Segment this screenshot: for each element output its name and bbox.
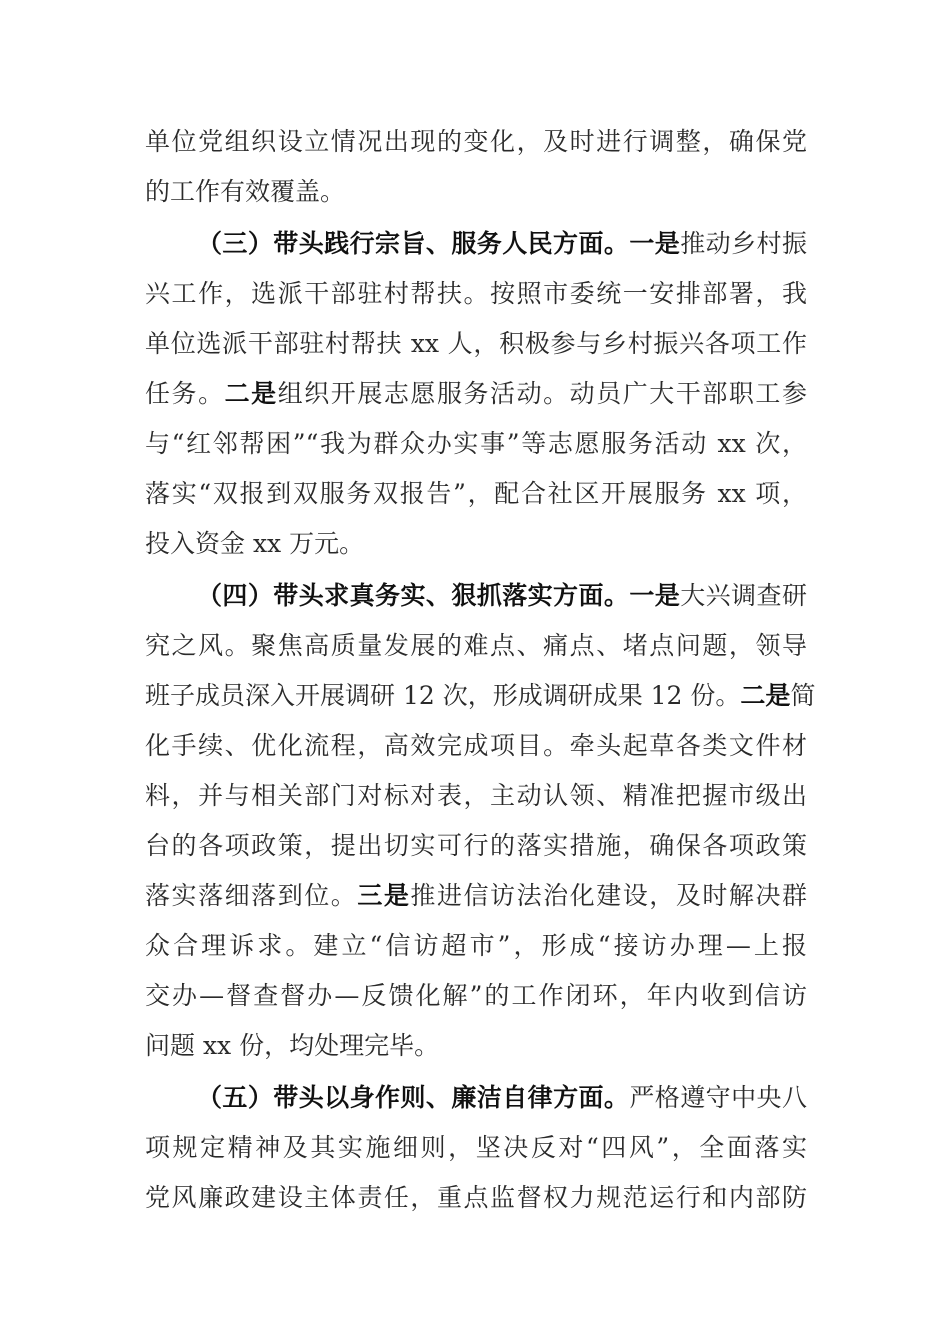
body-text: 项规定精神及其实施细则，坚决反对“四风”，全面落实 [145,1133,807,1162]
body-text: 台的各项政策，提出切实可行的落实措施，确保各项政策 [145,831,807,860]
body-text: 交办—督查督办—反馈化解”的工作闭环，年内收到信访 [145,981,807,1010]
body-text: 落实“双报到双服务双报告”，配合社区开展服务 xx 项， [145,479,807,508]
body-text: 众合理诉求。建立“信访超市”，形成“接访办理—上报 [145,931,807,960]
body-text: 的工作有效覆盖。 [145,177,346,206]
bold-text: （五）带头以身作则、廉洁自律方面。 [197,1083,630,1112]
text-line [145,628,807,678]
text-line [145,276,807,326]
text-line [145,426,807,476]
body-text: 与“红邻帮困”“我为群众办实事”等志愿服务活动 xx 次， [145,429,807,458]
text-line [145,174,807,224]
text-line [145,326,807,376]
text-line [145,1130,807,1180]
bold-text: 一是 [629,229,681,258]
text-line [145,476,807,526]
body-text: 任务。 [145,379,225,408]
body-text: 究之风。聚焦高质量发展的难点、痛点、堵点问题，领导 [145,631,807,660]
body-text: 化手续、优化流程，高效完成项目。牵头起草各类文件材 [145,731,807,760]
body-text: 单位党组织设立情况出现的变化，及时进行调整，确保党 [145,127,807,156]
body-text: 推动乡村振 [680,229,807,258]
body-text: 落实落细落到位。 [145,881,358,910]
text-line [145,828,807,878]
text-line [145,1028,807,1078]
bold-text: 三是 [357,881,411,910]
body-text: 料，并与相关部门对标对表，主动认领、精准把握市级出 [145,781,807,810]
body-text: 单位选派干部驻村帮扶 xx 人，积极参与乡村振兴各项工作 [145,329,807,358]
text-line [145,728,807,778]
text-line [145,376,807,426]
text-line [145,928,807,978]
body-text: 简 [790,681,816,710]
body-text: 问题 xx 份，均处理完毕。 [145,1031,440,1060]
bold-text: 一是 [629,581,681,610]
body-text: 投入资金 xx 万元。 [145,529,365,558]
text-line [145,526,807,576]
body-text: 大兴调查研 [680,581,807,610]
text-line [145,1180,807,1230]
document-page-body [145,124,816,1230]
text-line [145,124,807,174]
text-line [145,678,816,728]
text-line [145,878,807,928]
bold-text: （四）带头求真务实、狠抓落实方面。 [197,581,630,610]
text-line [145,978,807,1028]
bold-text: 二是 [740,681,791,710]
body-text: 兴工作，选派干部驻村帮扶。按照市委统一安排部署，我 [145,279,807,308]
body-text: 严格遵守中央八 [629,1083,807,1112]
body-text: 推进信访法治化建设，及时解决群 [410,881,807,910]
paragraph-heading-line [145,1080,807,1130]
body-text: 班子成员深入开展调研 12 次，形成调研成果 12 份。 [145,681,741,710]
paragraph-heading-line [145,226,807,276]
paragraph-heading-line [145,578,807,628]
text-line [145,778,807,828]
body-text: 党风廉政建设主体责任，重点监督权力规范运行和内部防 [145,1183,807,1212]
bold-text: 二是 [224,379,278,408]
bold-text: （三）带头践行宗旨、服务人民方面。 [197,229,630,258]
body-text: 组织开展志愿服务活动。动员广大干部职工参 [277,379,807,408]
